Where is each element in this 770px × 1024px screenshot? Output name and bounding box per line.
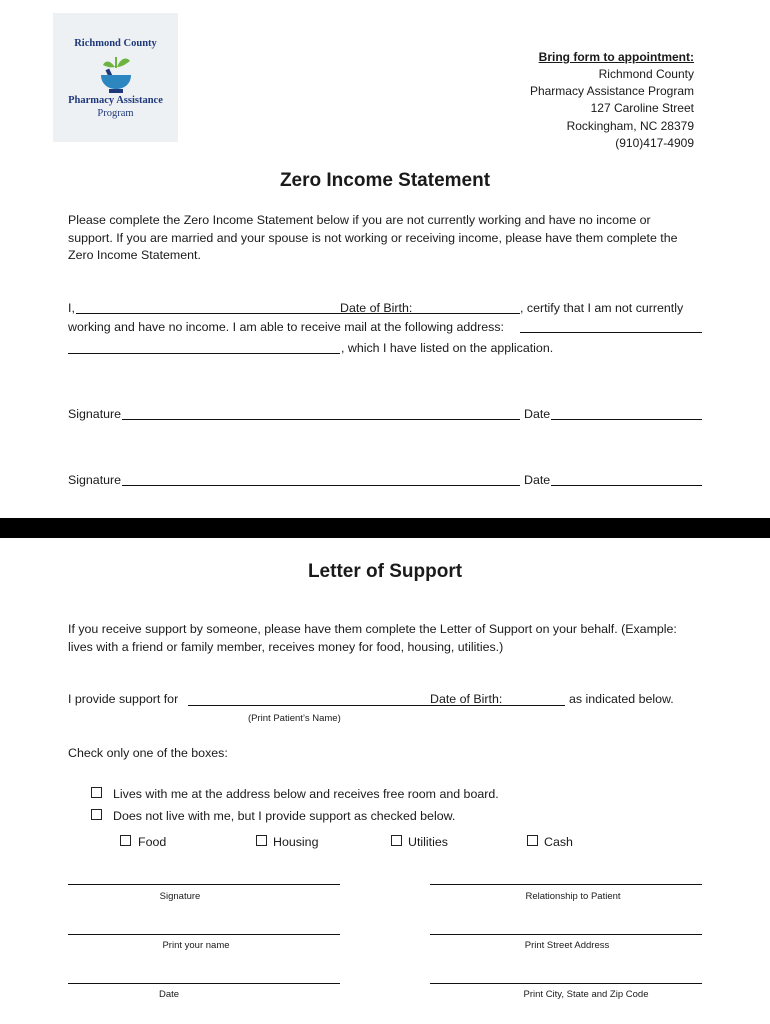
support-signature-field[interactable] (68, 884, 340, 885)
bring-form-label: Bring form to appointment: (538, 50, 694, 64)
program-logo (53, 13, 178, 142)
food-checkbox[interactable] (120, 835, 131, 846)
working-text: working and have no income. I am able to receive mail at the following address: (68, 320, 504, 334)
date-label-1: Date (524, 407, 551, 421)
address-field-1[interactable] (520, 332, 702, 333)
support-intro-line-1: If you receive support by someone, please have them complete the Letter of Support on your behalf. (Example: (68, 622, 677, 636)
date-label-2: Date (524, 473, 551, 487)
zero-intro-line-2: support. If you are married and your spouse is not working or receiving income, please have them complete the (68, 231, 678, 245)
zero-dob-field[interactable] (340, 313, 520, 314)
i-label: I, (68, 301, 75, 315)
phone-number: (910)417-4909 (615, 136, 694, 150)
housing-label: Housing (273, 835, 319, 849)
section-divider (0, 518, 770, 538)
support-date-caption: Date (158, 989, 180, 1000)
signature-field-1[interactable] (122, 419, 520, 420)
check-only-label: Check only one of the boxes: (68, 746, 228, 760)
city-state-zip-caption: Print City, State and Zip Code (523, 989, 649, 1000)
cash-label: Cash (544, 835, 573, 849)
address-field-2[interactable] (68, 353, 340, 354)
signature-label-2: Signature (68, 473, 122, 487)
does-not-live-label: Does not live with me, but I provide support as checked below. (113, 809, 456, 823)
logo-line-1: Richmond County (74, 38, 157, 49)
support-signature-caption: Signature (159, 891, 201, 902)
provide-support-label: I provide support for (68, 692, 179, 706)
logo-line-2: Pharmacy Assistance (68, 95, 163, 106)
lives-with-me-label: Lives with me at the address below and receives free room and board. (113, 787, 499, 801)
mortar-pestle-icon (97, 53, 135, 95)
indicated-text: as indicated below. (569, 692, 674, 706)
zero-dob-label: Date of Birth: (340, 301, 413, 315)
utilities-label: Utilities (408, 835, 448, 849)
cash-checkbox[interactable] (527, 835, 538, 846)
date-field-2[interactable] (551, 485, 702, 486)
lives-with-me-checkbox[interactable] (91, 787, 102, 798)
listed-text: , which I have listed on the application. (341, 341, 554, 355)
signature-field-2[interactable] (122, 485, 520, 486)
city-state-zip-field[interactable] (430, 983, 702, 984)
food-label: Food (138, 835, 167, 849)
street-address: 127 Caroline Street (590, 101, 694, 115)
signature-label-1: Signature (68, 407, 122, 421)
support-date-field[interactable] (68, 983, 340, 984)
print-name-field[interactable] (68, 934, 340, 935)
print-patient-caption: (Print Patient’s Name) (248, 713, 341, 724)
street-address-field[interactable] (430, 934, 702, 935)
support-dob-field[interactable] (430, 705, 565, 706)
street-address-caption: Print Street Address (524, 940, 610, 951)
program-name: Pharmacy Assistance Program (529, 84, 694, 98)
city-state-zip: Rockingham, NC 28379 (566, 119, 694, 133)
zero-intro-line-1: Please complete the Zero Income Statement below if you are not currently working and have no income or (68, 213, 651, 227)
relationship-caption: Relationship to Patient (525, 891, 621, 902)
print-name-caption: Print your name (162, 940, 230, 951)
does-not-live-checkbox[interactable] (91, 809, 102, 820)
name-field[interactable] (76, 313, 340, 314)
certify-text: , certify that I am not currently (520, 301, 684, 315)
org-name: Richmond County (598, 67, 694, 81)
zero-income-title: Zero Income Statement (279, 170, 491, 191)
support-dob-label: Date of Birth: (430, 692, 503, 706)
patient-name-field[interactable] (188, 705, 430, 706)
relationship-field[interactable] (430, 884, 702, 885)
letter-of-support-title: Letter of Support (307, 561, 463, 582)
date-field-1[interactable] (551, 419, 702, 420)
support-intro-line-2: lives with a friend or family member, receives money for food, housing, utilities.) (68, 640, 504, 654)
housing-checkbox[interactable] (256, 835, 267, 846)
zero-intro-line-3: Zero Income Statement. (68, 248, 201, 262)
logo-line-3: Program (97, 108, 134, 119)
utilities-checkbox[interactable] (391, 835, 402, 846)
